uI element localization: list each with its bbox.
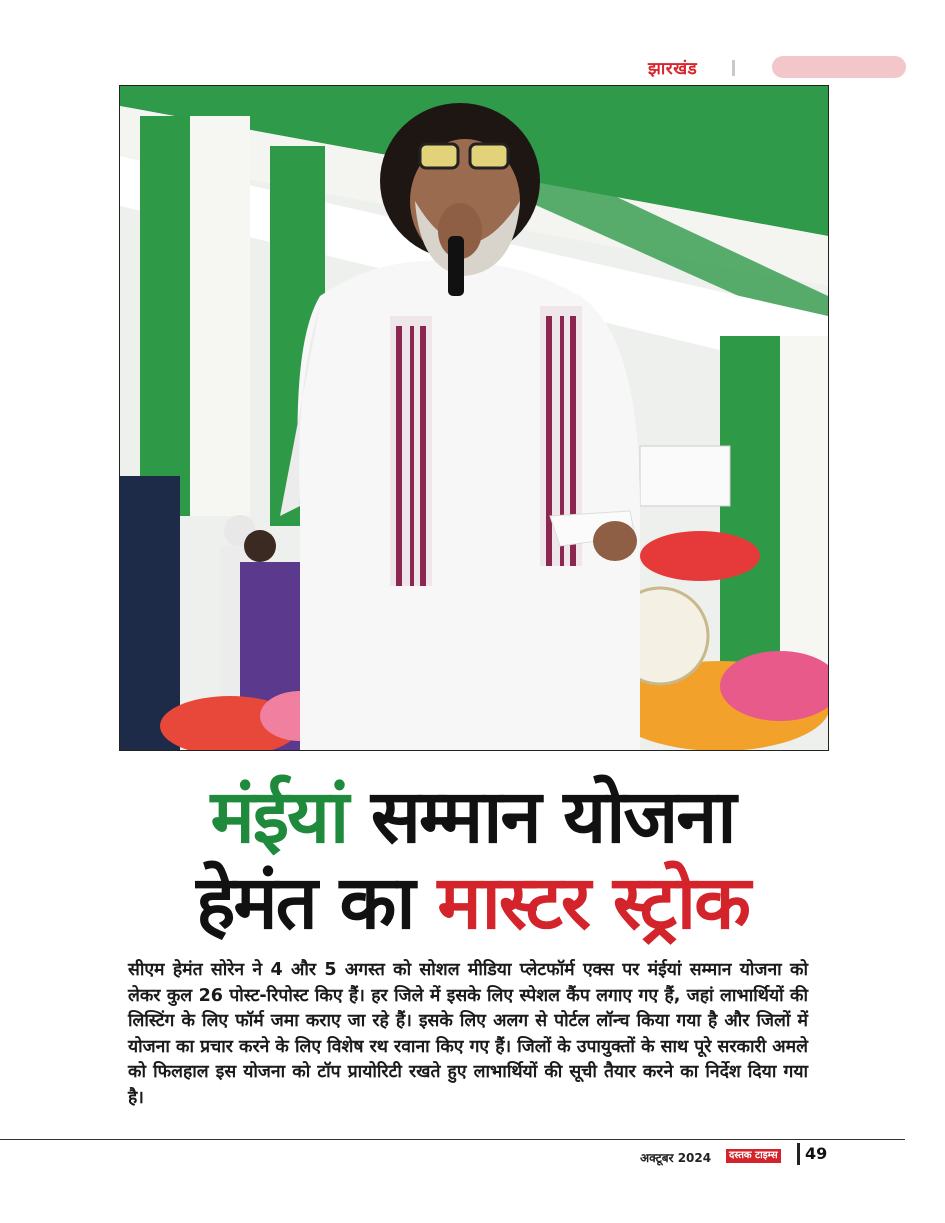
person-speaking-icon bbox=[120, 86, 828, 750]
footer-rule bbox=[0, 1139, 905, 1140]
section-divider bbox=[732, 60, 735, 76]
section-pill-decoration bbox=[772, 56, 906, 78]
headline-black-text-2: हेमंत का bbox=[196, 860, 438, 946]
headline-line-1 bbox=[0, 774, 945, 860]
magazine-logo: दस्तक टाइम्स bbox=[726, 1149, 781, 1163]
footer-date: अक्टूबर 2024 bbox=[640, 1151, 712, 1165]
headline-green-word: मंईयां bbox=[210, 774, 348, 860]
lead-photo bbox=[119, 85, 829, 751]
headline-red-text: मास्टर स्ट्रोक bbox=[437, 860, 749, 946]
article-paragraph: सीएम हेमंत सोरेन ने 4 और 5 अगस्त को सोशल मीडिया प्लेटफॉर्म एक्स पर मंईयां सम्मान योजना को लेकर कुल 26 पोस्ट-रिपोस्ट किए हैं। हर जिले में इसके लिए स्पेशल कैंप लगाए गए हैं, जहां लाभार्थियों की लिस्टिंग के लिए फॉर्म जमा कराए जा रहे हैं। इसके लिए अलग से पोर्टल लॉन्च किया गया है और जिलों में योजना का प्रचार करने के लिए विशेष रथ रवाना किए गए हैं। जिलों के उपायुक्तों के साथ पूरे सरकारी अमले को फिलहाल इस योजना को टॉप प्रायोरिटी रखते हुए लाभार्थियों की सूची तैयार करने का निर्देश दिया गया है। bbox=[128, 960, 808, 1108]
headline-line-2 bbox=[0, 860, 945, 946]
headline-black-text: सम्मान योजना bbox=[347, 774, 735, 860]
section-label: झारखंड bbox=[648, 59, 698, 79]
footer-divider bbox=[797, 1143, 800, 1165]
page-number: 49 bbox=[805, 1144, 828, 1163]
